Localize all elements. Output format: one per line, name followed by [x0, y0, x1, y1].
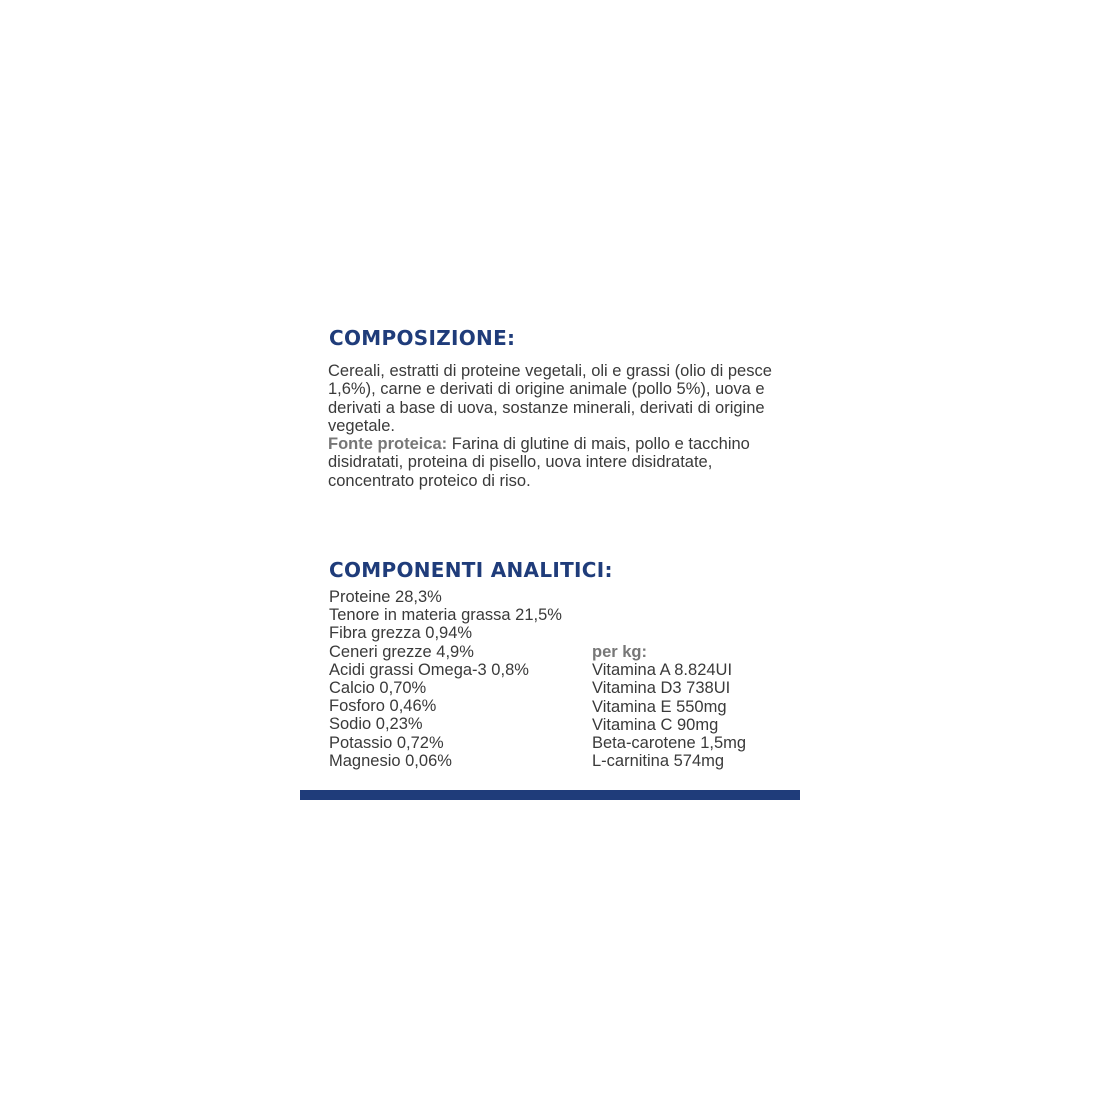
protein-source-label: Fonte proteica:: [328, 435, 448, 454]
list-item: Beta-carotene 1,5mg: [592, 734, 747, 753]
composition-ingredients: Cereali, estratti di proteine vegetali, oli e grassi (olio di pesce 1,6%), carne e derivati di origine animale (pollo 5%), uova e derivati a base di uova, sostanze minerali, derivati di origine vegetale.: [328, 362, 772, 435]
list-item: Fibra grezza 0,94%: [329, 624, 473, 643]
composition-heading: COMPOSIZIONE:: [329, 326, 516, 350]
per-kg-list: [592, 643, 792, 770]
list-item: Magnesio 0,06%: [329, 751, 452, 770]
list-item: Tenore in materia grassa 21,5%: [329, 606, 562, 625]
list-item: L-carnitina 574mg: [592, 752, 725, 771]
analytical-heading: COMPONENTI ANALITICI:: [329, 558, 613, 582]
list-item: Vitamina E 550mg: [592, 697, 727, 716]
protein-source: [328, 435, 778, 490]
list-item: Sodio 0,23%: [329, 715, 423, 734]
per-kg-label: per kg:: [592, 643, 648, 661]
list-item: Ceneri grezze 4,9%: [329, 642, 474, 661]
analytical-components-list: [329, 588, 589, 770]
list-item: Potassio 0,72%: [329, 733, 444, 752]
list-item: Proteine 28,3%: [329, 588, 442, 606]
protein-source-text: Farina di glutine di mais, pollo e tacchino disidratati, proteina di pisello, uova intere disidratate, concentrato proteico di riso.: [328, 435, 750, 490]
nutrition-info-panel: [300, 320, 800, 810]
list-item: Acidi grassi Omega-3 0,8%: [329, 660, 529, 679]
list-item: Calcio 0,70%: [329, 679, 427, 698]
bottom-accent-bar: [300, 790, 800, 800]
list-item: Fosforo 0,46%: [329, 697, 437, 716]
list-item: Vitamina C 90mg: [592, 715, 719, 734]
composition-text-block: [328, 362, 778, 490]
list-item: Vitamina D3 738UI: [592, 679, 731, 698]
list-item: Vitamina A 8.824UI: [592, 661, 733, 680]
